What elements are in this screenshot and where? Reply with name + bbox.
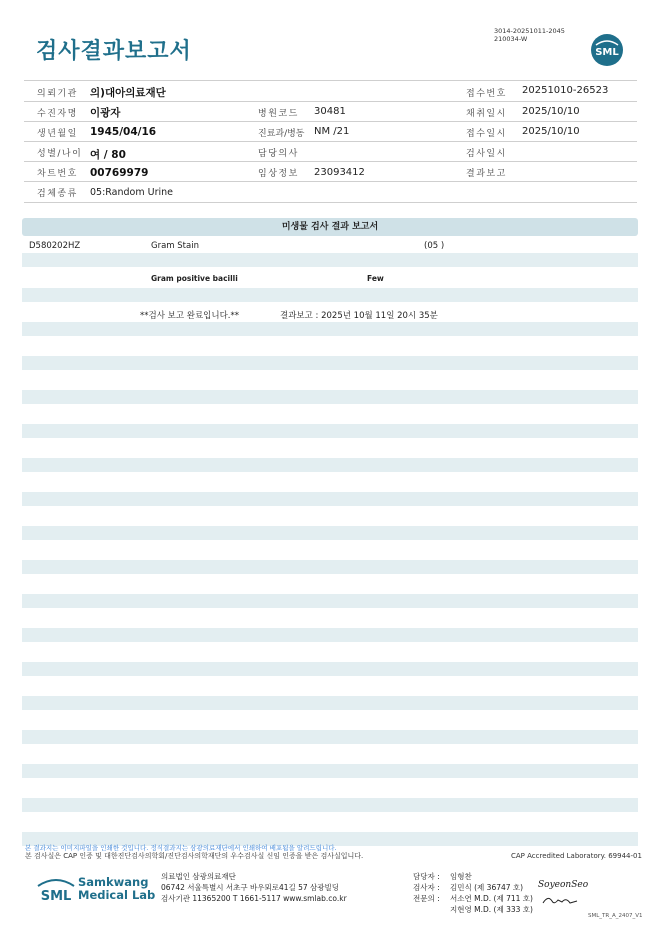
sml-logo (590, 33, 624, 67)
divider (24, 141, 637, 142)
footer-logo-name: Samkwang Medical Lab (78, 875, 156, 902)
chart-no-label: 차트번호 (37, 169, 78, 179)
hospital-code-label: 병원코드 (258, 109, 299, 119)
table-row (22, 662, 638, 676)
table-row (22, 288, 638, 302)
completion-note: **검사 보고 완료입니다.** (140, 311, 240, 321)
divider (24, 101, 637, 102)
finding-value: Few (367, 274, 384, 283)
test-date-label: 검사일시 (466, 149, 507, 159)
document-number: 3014-20251011-2045 210034-W (494, 27, 565, 43)
divider (24, 121, 637, 122)
table-row (22, 526, 638, 540)
hospital-code-value: 30481 (314, 106, 346, 117)
test-seq: (05 ) (424, 241, 445, 251)
test-name: Gram Stain (151, 241, 199, 251)
receipt-date-label: 접수일시 (466, 129, 507, 139)
divider (24, 202, 637, 203)
table-row (22, 798, 638, 812)
institution-label: 의뢰기관 (37, 89, 78, 99)
collection-date-value: 2025/10/10 (522, 106, 580, 117)
receipt-date-value: 2025/10/10 (522, 126, 580, 137)
staff-labels: 담당자 : 검사자 : 전문의 : (413, 872, 440, 903)
sml-footer-logo-icon (36, 872, 76, 906)
birth-date-value: 1945/04/16 (90, 126, 157, 138)
section-title: 미생물 검사 결과 보고서 (22, 218, 638, 236)
divider (24, 80, 637, 81)
table-row (22, 594, 638, 608)
staff-names: 임형찬 김민식 (제 36747 호) 서소연 M.D. (제 711 호) 지현영 M.D. (제 333 호) (450, 872, 533, 914)
org-info: 의료법인 삼광의료재단 06742 서울특별시 서초구 바우뫼로41길 57 삼광빌딩 검사기관 11365200 T 1661-5117 www.smlab.co.kr (161, 872, 347, 903)
sex-age-value: 여 / 80 (90, 149, 126, 161)
table-row (22, 560, 638, 574)
table-row (22, 458, 638, 472)
collection-date-label: 채취일시 (466, 109, 507, 119)
form-code: SML_TR_A_2407_V1 (588, 913, 643, 919)
table-row (22, 628, 638, 642)
clinical-info-label: 임상정보 (258, 169, 299, 179)
table-row (22, 424, 638, 438)
table-row (22, 696, 638, 710)
patient-name-value: 이광자 (90, 107, 121, 119)
clinical-info-value: 23093412 (314, 167, 365, 178)
svg-text:SML: SML (40, 889, 72, 904)
test-code: D580202HZ (29, 241, 81, 251)
table-row (22, 253, 638, 267)
table-row (22, 390, 638, 404)
specimen-label: 검체종류 (37, 189, 78, 199)
watermark-notice: 본 결과지는 이미지파일을 인쇄한 것입니다. 정식결과지는 삼광의료재단에서 인쇄하여 배포됨을 알려드립니다. (25, 844, 337, 852)
finding-name: Gram positive bacilli (151, 274, 238, 283)
table-row (22, 322, 638, 336)
report-time: 결과보고 : 2025년 10월 11일 20시 35분 (280, 311, 438, 321)
table-row (22, 356, 638, 370)
dept-label: 진료과/병동 (258, 129, 305, 139)
page-title: 검사결과보고서 (36, 39, 192, 64)
signature-seo: SoyeonSeo (538, 880, 589, 890)
table-row (22, 764, 638, 778)
dept-value: NM /21 (314, 126, 350, 137)
receipt-no-value: 20251010-26523 (522, 85, 609, 96)
receipt-no-label: 접수번호 (466, 89, 507, 99)
signature-ji-icon (540, 893, 580, 909)
cap-text: CAP Accredited Laboratory. 69944-01 (511, 852, 642, 860)
birth-date-label: 생년월일 (37, 129, 78, 139)
svg-text:SML: SML (595, 47, 619, 58)
table-row (22, 730, 638, 744)
patient-name-label: 수진자명 (37, 109, 78, 119)
institution-value: 의)대아의료재단 (90, 87, 166, 99)
certification-text: 본 검사실은 CAP 인증 및 대한진단검사의학회/진단검사의학재단의 우수검사실 신임 인증을 받은 검사실입니다. (25, 852, 364, 860)
doctor-label: 담당의사 (258, 149, 299, 159)
divider (24, 181, 637, 182)
table-row (22, 492, 638, 506)
chart-no-value: 00769979 (90, 167, 149, 179)
result-report-label: 결과보고 (466, 169, 507, 179)
specimen-value: 05:Random Urine (90, 187, 174, 198)
sex-age-label: 성별/나이 (37, 149, 83, 159)
